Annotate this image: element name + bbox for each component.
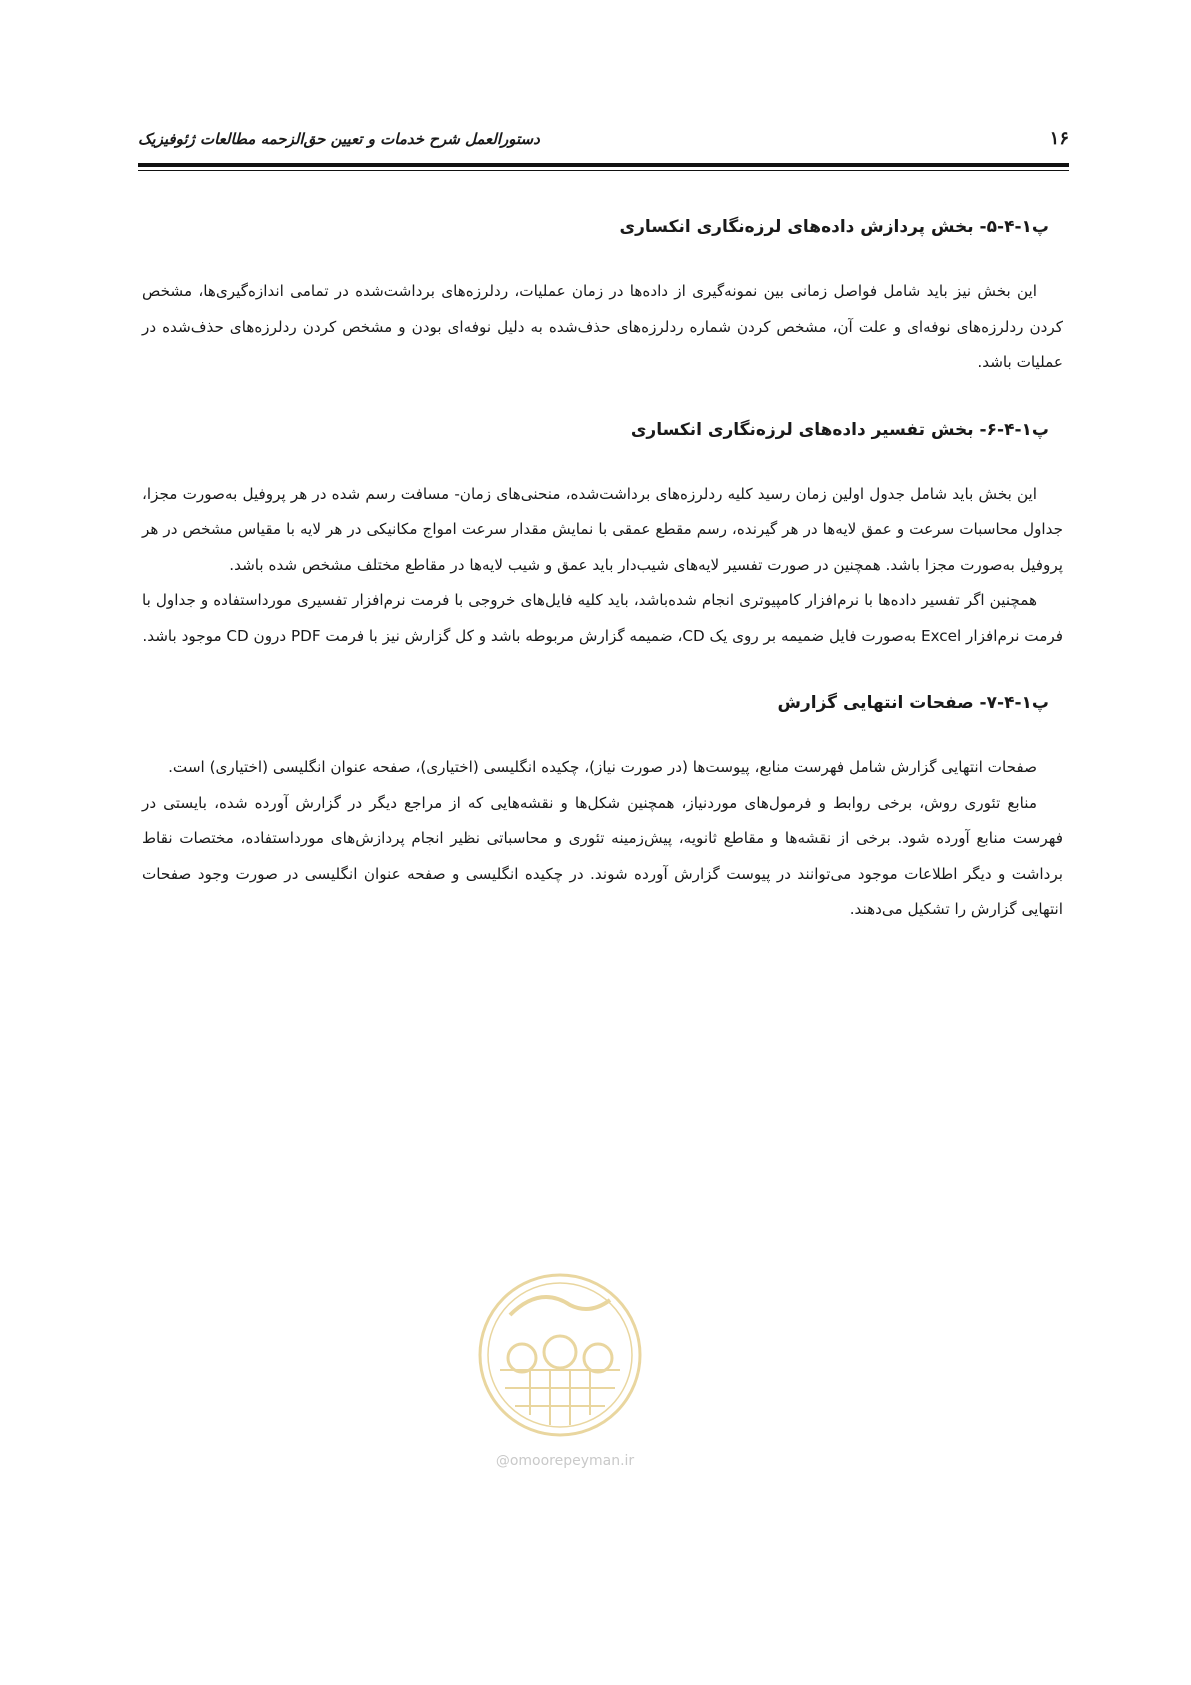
section-heading: پ۱-۴-۷- صفحات انتهایی گزارش xyxy=(777,693,1049,713)
page-body xyxy=(142,212,1063,928)
running-title: دستورالعمل شرح خدمات و تعیین حق‌الزحمه مطالعات ژئوفیزیک xyxy=(138,130,540,148)
paragraph: همچنین اگر تفسیر داده‌ها با نرم‌افزار کامپیوتری انجام شده‌باشد، باید کلیه فایل‌های خروجی با فرمت نرم‌افزار تفسیری مورداستفاده و جداول با فرمت نرم‌افزار Excel به‌صورت فایل ضمیمه بر روی یک CD، ضمیمه گزارش مربوطه باشد و کل گزارش نیز با فرمت PDF درون CD موجود باشد. xyxy=(142,591,1063,645)
paragraph: این بخش باید شامل جدول اولین زمان رسید کلیه ردلرزه‌های برداشت‌شده، منحنی‌های زمان- مسافت رسم شده در هر پروفیل به‌صورت مجزا، جداول محاسبات سرعت و عمق لایه‌ها در هر گیرنده، رسم مقطع عمقی با نمایش مقدار سرعت امواج مکانیکی در هر لایه با مقیاس مشخص در هر پروفیل به‌صورت مجزا باشد. همچنین در صورت تفسیر لایه‌های شیب‌دار باید عمق و شیب لایه‌ها در مقاطع مختلف مشخص شده باشد. xyxy=(142,484,1063,574)
section-heading: پ۱-۴-۶- بخش تفسیر داده‌های لرزه‌نگاری انکساری xyxy=(630,419,1049,440)
watermark-logo xyxy=(470,1260,650,1450)
section-heading: پ۱-۴-۵- بخش پردازش داده‌های لرزه‌نگاری انکساری xyxy=(619,217,1049,237)
watermark-url: @omoorepeyman.ir xyxy=(495,1453,635,1469)
page-header xyxy=(138,128,1069,154)
paragraph: این بخش نیز باید شامل فواصل زمانی بین نمونه‌گیری از داده‌ها در زمان عملیات، ردلرزه‌های برداشت‌شده در تمامی اندازه‌گیری‌ها، مشخص کردن ردلرزه‌های نوفه‌ای و علت آن، مشخص کردن شماره ردلرزه‌های حذف‌شده به دلیل نوفه‌ای بودن و مشخص کردن ردلرزه‌های حذف‌شده در عملیات باشد. xyxy=(142,282,1063,371)
paragraph: صفحات انتهایی گزارش شامل فهرست منابع، پیوست‌ها (در صورت نیاز)، چکیده انگلیسی (اختیاری)، صفحه عنوان انگلیسی (اختیاری) است. xyxy=(168,758,1037,776)
page-number: ۱۶ xyxy=(1049,128,1069,149)
paragraph: منابع تئوری روش، برخی روابط و فرمول‌های موردنیاز، همچنین شکل‌ها و نقشه‌هایی که از مراجع دیگر در گزارش آورده شده، بایستی در فهرست منابع آورده شود. برخی از نقشه‌ها و مقاطع ثانویه، پیش‌زمینه تئوری و محاسباتی نظیر انجام پردازش‌های مورداستفاده، مختصات نقاط برداشت و دیگر اطلاعات موجود می‌توانند در پیوست گزارش آورده شوند. در چکیده انگلیسی و صفحه عنوان انگلیسی در صورت وجود صفحات انتهایی گزارش را تشکیل می‌دهند. xyxy=(142,793,1063,918)
header-rule-thin xyxy=(138,170,1069,171)
header-rule xyxy=(138,163,1069,167)
